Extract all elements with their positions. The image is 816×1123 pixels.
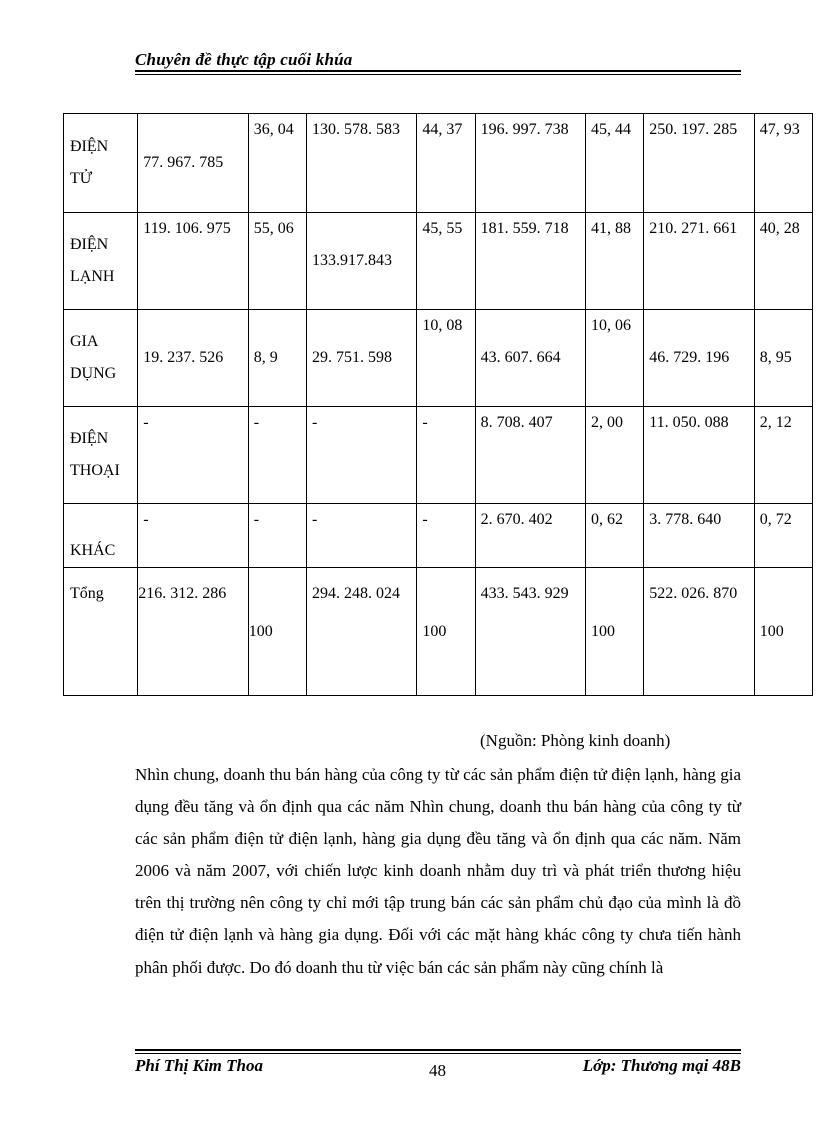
percent-cell: 100	[248, 568, 306, 696]
table-row	[64, 213, 813, 310]
percent-cell: 0, 62	[586, 504, 644, 568]
running-header-title: Chuyên đề thực tập cuối khúa	[135, 50, 353, 69]
table-row	[64, 568, 813, 696]
percent-cell: 36, 04	[248, 114, 306, 213]
value-cell: 181. 559. 718	[475, 213, 585, 310]
percent-cell: -	[417, 504, 475, 568]
value-cell: 250. 197. 285	[644, 114, 754, 213]
value-cell: 130. 578. 583	[306, 114, 416, 213]
row-category: GIA DỤNG	[64, 310, 138, 407]
footer-author: Phí Thị Kim Thoa	[135, 1056, 263, 1075]
percent-cell: 100	[417, 568, 475, 696]
table-row	[64, 310, 813, 407]
percent-cell: 100	[586, 568, 644, 696]
header-rule	[135, 70, 741, 72]
percent-cell: 8, 95	[754, 310, 812, 407]
header-rule-thin	[135, 74, 741, 75]
value-cell: -	[138, 407, 248, 504]
value-cell: -	[306, 407, 416, 504]
body-paragraph: Nhìn chung, doanh thu bán hàng của công ty từ các sản phẩm điện tử điện lạnh, hàng gia dụng đều tăng và ổn định qua các năm Nhìn chung, doanh thu bán hàng của công ty từ các sản phẩm điện tử điện lạnh, hàng gia dụng đều tăng và ổn định qua các năm. Năm 2006 và năm 2007, với chiến lược kinh doanh nhằm duy trì và phát triển thương hiệu trên thị trường nên công ty chỉ mới tập trung bán các sản phẩm chủ đạo của mình là đồ điện tử điện lạnh và hàng gia dụng. Đối với các mặt hàng khác công ty chưa tiến hành phân phối được. Do đó doanh thu từ việc bán các sản phẩm này cũng chính là	[135, 765, 741, 977]
percent-cell: 0, 72	[754, 504, 812, 568]
percent-cell: 41, 88	[586, 213, 644, 310]
row-category: Tổng	[64, 568, 138, 696]
value-cell: 433. 543. 929	[475, 568, 585, 696]
percent-cell: 2, 12	[754, 407, 812, 504]
page-number: 48	[429, 1061, 446, 1080]
value-cell: 196. 997. 738	[475, 114, 585, 213]
value-cell: 43. 607. 664	[475, 310, 585, 407]
table-row	[64, 114, 813, 213]
row-category: KHÁC	[64, 504, 138, 568]
value-cell: 522. 026. 870	[644, 568, 754, 696]
percent-cell: 45, 55	[417, 213, 475, 310]
source-note: (Nguồn: Phòng kinh doanh)	[480, 731, 671, 750]
value-cell: 77. 967. 785	[138, 114, 248, 213]
value-cell: 46. 729. 196	[644, 310, 754, 407]
percent-cell: 10, 08	[417, 310, 475, 407]
row-category: ĐIỆN TỬ	[64, 114, 138, 213]
percent-cell: -	[248, 407, 306, 504]
table-row	[64, 407, 813, 504]
row-category: ĐIỆN LẠNH	[64, 213, 138, 310]
value-cell: 8. 708. 407	[475, 407, 585, 504]
percent-cell: 100	[754, 568, 812, 696]
percent-cell: 40, 28	[754, 213, 812, 310]
value-cell: 210. 271. 661	[644, 213, 754, 310]
value-cell: 119. 106. 975	[138, 213, 248, 310]
value-cell: 2. 670. 402	[475, 504, 585, 568]
percent-cell: 45, 44	[586, 114, 644, 213]
value-cell: -	[306, 504, 416, 568]
percent-cell: -	[248, 504, 306, 568]
row-category: ĐIỆN THOẠI	[64, 407, 138, 504]
value-cell: 294. 248. 024	[306, 568, 416, 696]
value-cell: 133.917.843	[306, 213, 416, 310]
revenue-table	[63, 113, 813, 696]
percent-cell: 47, 93	[754, 114, 812, 213]
footer-rule-thin	[135, 1053, 741, 1054]
footer-class: Lớp: Thương mại 48B	[582, 1056, 741, 1075]
percent-cell: 55, 06	[248, 213, 306, 310]
percent-cell: 44, 37	[417, 114, 475, 213]
table-row	[64, 504, 813, 568]
value-cell: 19. 237. 526	[138, 310, 248, 407]
value-cell: -	[138, 504, 248, 568]
value-cell: 216. 312. 286	[138, 568, 248, 696]
percent-cell: 10, 06	[586, 310, 644, 407]
value-cell: 3. 778. 640	[644, 504, 754, 568]
percent-cell: 8, 9	[248, 310, 306, 407]
value-cell: 11. 050. 088	[644, 407, 754, 504]
percent-cell: 2, 00	[586, 407, 644, 504]
value-cell: 29. 751. 598	[306, 310, 416, 407]
percent-cell: -	[417, 407, 475, 504]
footer-rule	[135, 1049, 741, 1051]
